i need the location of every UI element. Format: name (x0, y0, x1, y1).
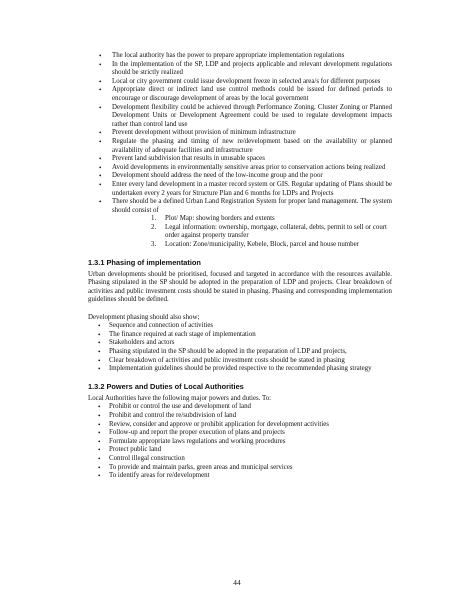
list-item: • Phasing stipulated in the SP should be adopted in the preparation of LDP and projects, (88, 348, 392, 357)
list-item: • Control illegal construction (88, 455, 392, 464)
list-item: • Stakeholders and actors (88, 339, 392, 348)
phasing-paragraph: Urban developments should be prioritised, focused and targeted in accordance with the resources available. Phasing stipulated in the SP should be adopted in the preparation of LDP and projects. Clear breakdown of activities and public investment costs should be stated in phasing. Phasing and corresponding implementation guidelines should be defined. (88, 270, 392, 304)
numbered-item (151, 241, 392, 250)
list-item: • Prohibit and control the re/subdivision of land (88, 412, 392, 421)
item-number: 3. (151, 241, 157, 249)
list-item: • To identify areas for re/development (88, 472, 392, 481)
list-item: • Protect public land (88, 446, 392, 455)
list-item: • There should be a defined Urban Land Registration System for proper land management. The system should consist of (88, 198, 392, 215)
list-item: • Implementation guidelines should be provided respective to the recommended phasing strategy (88, 365, 392, 374)
phasing-list (88, 322, 392, 374)
item-text: Plot/ Map: showing borders and extents (165, 215, 275, 223)
list-item: • Appropriate direct or indirect land use control methods could be issued for defined periods to encourage or discourage development of areas by the local government (88, 86, 392, 103)
list-item: • Prohibit or control the use and development of land (88, 403, 392, 412)
list-item: • Local or city government could issue development freeze in selected area/s for different purposes (88, 78, 392, 87)
item-text: Legal information: ownership, mortgage, collateral, debts, permit to sell or court order against property transfer (165, 223, 387, 240)
section-heading-phasing: 1.3.1 Phasing of implementation (88, 257, 201, 267)
document-page (88, 52, 392, 481)
list-item: • The finance required at each stage of implementation (88, 331, 392, 340)
list-item: • Development flexibility could be achieved through Performance Zoning, Cluster Zoning or Planned Development Units or Development Agreement could be used to regulate development impacts rather than control land use (88, 104, 392, 130)
powers-intro: Local Authorities have the following major powers and duties. To: (88, 394, 272, 402)
list-item: • Regulate the phasing and timing of new re/development based on the availability or planned availability of adequate facilities and infrastructure (88, 138, 392, 155)
numbered-item (151, 215, 392, 224)
list-item: • Sequence and connection of activities (88, 322, 392, 331)
powers-list (88, 403, 392, 480)
list-item: • To provide and maintain parks, green areas and municipal services (88, 464, 392, 473)
list-item: • The local authority has the power to prepare appropriate implementation regulations (88, 52, 392, 61)
list-item: • Follow-up and report the proper execution of plans and projects (88, 429, 392, 438)
list-item: • In the implementation of the SP, LDP and projects applicable and relevant development regulations should be strictly realized (88, 61, 392, 78)
phasing-intro: Development phasing should also show; (88, 313, 200, 321)
list-item: • Avoid developments in environmentally sensitive areas prior to conservation actions being realized (88, 164, 392, 173)
list-item: • Review, consider and approve or prohibit application for development activities (88, 421, 392, 430)
list-item: • Clear breakdown of activities and public investment costs should be stated in phasing (88, 357, 392, 366)
list-item: • Prevent land subdivision that results in unusable spaces (88, 155, 392, 164)
item-text: Location: Zone/municipality, Kebele, Block, parcel and house number (165, 241, 359, 249)
item-number: 1. (151, 215, 157, 223)
list-item: • Development should address the need of the low-income group and the poor (88, 172, 392, 181)
list-item: • Prevent development without provision of minimum infrastructure (88, 129, 392, 138)
section-heading-powers: 1.3.2 Powers and Duties of Local Authorities (88, 381, 244, 391)
numbered-item (151, 224, 392, 241)
list-item: • Enter every land development in a master record system or GIS. Regular updating of Plans should be undertaken every 2 years for Structure Plan and 6 months for LDPs and Projects (88, 181, 392, 198)
registration-system-list (88, 215, 392, 249)
list-item: • Formulate appropriate laws regulations and working procedures (88, 438, 392, 447)
item-number: 2. (151, 223, 157, 231)
page-number: 44 (233, 578, 241, 587)
regulation-list (88, 52, 392, 215)
